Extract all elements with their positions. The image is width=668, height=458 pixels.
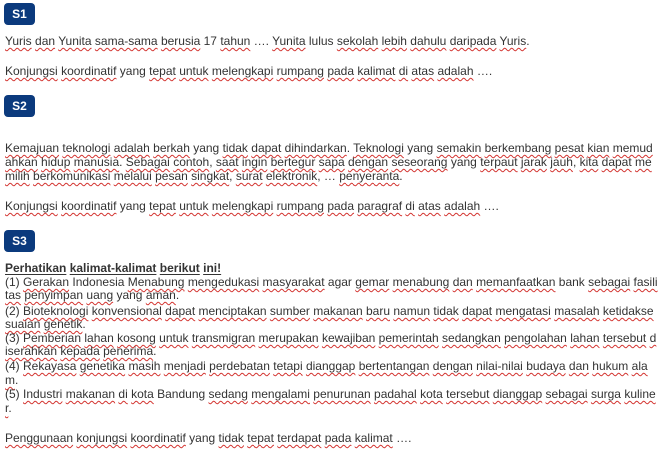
word: mengatasi: [495, 304, 551, 318]
word: mengedukasi: [187, 275, 260, 289]
word: merupakan: [258, 331, 319, 345]
word: paragraf: [357, 199, 403, 213]
word: namun: [393, 304, 431, 318]
word: tepat: [149, 64, 176, 78]
word: r: [5, 401, 9, 415]
s3-statement-line: [5, 276, 665, 288]
word: genetika: [79, 359, 126, 373]
word: tepat: [247, 431, 274, 445]
word: menciptakan: [198, 304, 267, 318]
s2-question: [5, 200, 665, 212]
text-run: .: [82, 317, 86, 331]
text-run: Bandung: [153, 387, 209, 401]
word: melengkapi: [211, 64, 274, 78]
word: masalah: [554, 304, 600, 318]
text-run: Indonesia: [69, 275, 128, 289]
word: melengkapi: [211, 199, 274, 213]
word: kian: [587, 141, 610, 155]
text-run: (3): [5, 331, 23, 345]
s3-statement-line: [5, 345, 665, 357]
word: sumber: [269, 304, 310, 318]
word: d: [649, 331, 657, 345]
word: di: [398, 64, 409, 78]
word: untuk: [179, 199, 209, 213]
word: untuk: [179, 64, 209, 78]
word: dan: [35, 34, 56, 48]
text-run: yang: [116, 199, 150, 213]
word: memud: [612, 141, 653, 155]
text-run: yang: [116, 64, 150, 78]
s3-statement-line: [5, 388, 665, 400]
word: ingin: [241, 155, 268, 169]
word: Yunita: [58, 34, 92, 48]
word: penerima: [103, 344, 154, 358]
word: adalah: [113, 141, 150, 155]
s1-line: [5, 35, 665, 47]
word: dapat: [251, 141, 282, 155]
text-run: yang: [185, 431, 219, 445]
word: berusia: [160, 34, 201, 48]
s2-paragraph-line: [5, 170, 665, 182]
word: dan: [568, 359, 589, 373]
word: uang: [86, 288, 114, 302]
word: makanan: [65, 387, 116, 401]
word: tidak: [433, 304, 459, 318]
word: koordinatif: [61, 64, 117, 78]
s2-paragraph-line: [5, 142, 665, 154]
word: tepat: [149, 199, 176, 213]
word: melalui: [113, 169, 152, 183]
word: Yuris: [5, 34, 32, 48]
text-run: .: [15, 373, 19, 387]
word: pesan: [155, 169, 188, 183]
word: dihindarkan: [284, 141, 347, 155]
text-run: (5): [5, 387, 23, 401]
word: dianggap: [492, 387, 543, 401]
word: nilai-nilai: [476, 359, 523, 373]
word: dapat: [165, 304, 196, 318]
text-run: bank: [555, 275, 589, 289]
word: berkembang: [484, 141, 552, 155]
word: Rekayasa: [23, 359, 77, 373]
text-run: 17: [200, 34, 221, 48]
text-run: .: [119, 155, 126, 169]
word: berkah: [153, 141, 190, 155]
text-run: (1): [5, 275, 23, 289]
text-run: ….: [392, 431, 412, 445]
word: rumpang: [276, 64, 324, 78]
text-run: .: [8, 401, 12, 415]
word: lahan: [570, 331, 600, 345]
word: dengan: [432, 359, 473, 373]
word: pada: [324, 431, 352, 445]
word: surga: [590, 387, 621, 401]
word: koordinatif: [130, 431, 186, 445]
word: sapa: [318, 155, 345, 169]
word: sedangkan: [442, 331, 501, 345]
word: menjadi: [163, 359, 206, 373]
word: m: [5, 373, 15, 387]
word: kalimat: [357, 64, 396, 78]
word: aman: [145, 288, 176, 302]
text-run: (4): [5, 359, 23, 373]
word: surat: [235, 169, 263, 183]
word: transmigran: [191, 331, 256, 345]
word: iserahkan: [5, 344, 58, 358]
word: padahal: [374, 387, 417, 401]
word: Penggunaan: [5, 431, 74, 445]
text-run: .: [175, 288, 180, 302]
s2-paragraph-line: [5, 156, 665, 168]
text-run: ,: [572, 155, 580, 169]
word: tersebut: [602, 331, 647, 345]
word: kita: [579, 155, 599, 169]
word: tidak: [218, 431, 244, 445]
word: tersebut: [446, 387, 490, 401]
word: Industri: [23, 387, 63, 401]
word: suaian: [5, 317, 41, 331]
s3-statement-line: [5, 402, 665, 414]
word: makanan: [313, 304, 363, 318]
word: adalah: [444, 199, 481, 213]
section-badge-s1: S1: [4, 3, 35, 25]
word: kuline: [624, 387, 656, 401]
word: baru: [365, 304, 391, 318]
word: terdapat: [277, 431, 322, 445]
word: Menabung: [127, 275, 185, 289]
word: tahun: [220, 34, 251, 48]
text-run: ,: [209, 155, 216, 169]
word: untuk: [159, 331, 189, 345]
word: jarak: [520, 155, 547, 169]
section-badge-s3: S3: [4, 230, 35, 252]
word: adalah: [437, 64, 474, 78]
word: saat: [215, 155, 239, 169]
word: di: [405, 199, 415, 213]
word: dapat: [462, 304, 493, 318]
word: hidup: [41, 155, 71, 169]
word: elektronik: [265, 169, 318, 183]
word: masyarakat: [262, 275, 325, 289]
word: tetapi: [273, 359, 303, 373]
text-run: lulus: [305, 34, 337, 48]
text-run: ….: [480, 199, 499, 213]
s3-statement-line: [5, 289, 665, 301]
text-run: .: [526, 34, 530, 48]
text-run: .: [346, 141, 354, 155]
word: atas: [411, 64, 435, 78]
word: mengalami: [251, 387, 310, 401]
word: Yuris: [499, 34, 527, 48]
text-run: yang: [447, 155, 481, 169]
text-run: , …: [317, 169, 340, 183]
text-run: yang: [113, 288, 146, 302]
word: di: [118, 387, 128, 401]
word: Konjungsi: [5, 64, 58, 78]
word: memanfaatkan: [476, 275, 556, 289]
text-run: ….: [250, 34, 273, 48]
s1-question: [5, 65, 665, 77]
text-run: ….: [473, 64, 493, 78]
s3-statement-line: [5, 360, 665, 372]
word: penurunan: [313, 387, 371, 401]
word: teknologi: [62, 141, 111, 155]
word: berkomunikasi: [33, 169, 111, 183]
word: sekolah: [336, 34, 379, 48]
text-run: yang: [403, 141, 437, 155]
text-run: (2): [5, 304, 23, 318]
word: rumpang: [276, 199, 324, 213]
word: genetik: [43, 317, 83, 331]
text-run: yang: [189, 141, 223, 155]
word: Bioteknologi: [23, 304, 89, 318]
word: daripada: [449, 34, 497, 48]
word: perdebatan: [209, 359, 270, 373]
word: milih: [5, 169, 30, 183]
word: dan: [452, 275, 473, 289]
word: kepada: [60, 344, 100, 358]
s3-heading: [5, 262, 665, 274]
word: ahkan: [5, 155, 38, 169]
word: atas: [418, 199, 441, 213]
word: budaya: [526, 359, 566, 373]
word: bertentangan: [358, 359, 430, 373]
word: kalimat-kalimat: [69, 261, 157, 275]
word: contoh: [173, 155, 210, 169]
word: Konjungsi: [5, 199, 58, 213]
s3-statement-line: [5, 305, 665, 317]
text-run: ,: [229, 169, 236, 183]
word: sebagai: [545, 387, 588, 401]
word: Teknologi: [353, 141, 404, 155]
word: seseorang: [391, 155, 448, 169]
word: penyimpan: [24, 288, 84, 302]
word: hukum: [592, 359, 629, 373]
word: me: [635, 155, 652, 169]
word: Sebagai: [125, 155, 170, 169]
word: ini!: [203, 261, 222, 275]
word: Yunita: [272, 34, 306, 48]
s3-statement-line: [5, 332, 665, 344]
word: pada: [327, 64, 355, 78]
word: Perhatikan: [5, 261, 67, 275]
word: kota: [420, 387, 443, 401]
word: semakin: [436, 141, 482, 155]
word: pada: [327, 199, 355, 213]
word: sebagai: [588, 275, 631, 289]
word: kota: [131, 387, 154, 401]
word: ketidakse: [602, 304, 654, 318]
word: bertegur: [270, 155, 316, 169]
word: sama-sama: [94, 34, 158, 48]
word: kalimat: [354, 431, 393, 445]
word: dianggap: [305, 359, 356, 373]
word: kewajiban: [321, 331, 376, 345]
word: koordinatif: [61, 199, 117, 213]
word: pesat: [554, 141, 585, 155]
s3-question: [5, 432, 665, 444]
word: berikut: [159, 261, 200, 275]
word: dapat: [601, 155, 632, 169]
word: pengolahan: [504, 331, 567, 345]
word: tidak: [222, 141, 248, 155]
word: menabung: [392, 275, 450, 289]
word: masih: [128, 359, 161, 373]
word: ala: [631, 359, 648, 373]
word: tas: [5, 288, 22, 302]
word: manusia: [73, 155, 120, 169]
s3-statement-line: [5, 318, 665, 330]
word: dahulu: [410, 34, 447, 48]
text-run: .: [399, 169, 403, 183]
word: kosong: [117, 331, 156, 345]
section-badge-s2: S2: [4, 95, 35, 117]
word: terpaut: [480, 155, 518, 169]
word: pemerintah: [378, 331, 439, 345]
word: sedang: [208, 387, 248, 401]
word: Kemajuan: [5, 141, 60, 155]
word: fasili: [633, 275, 658, 289]
text-run: .: [153, 344, 157, 358]
word: singkat: [191, 169, 230, 183]
s3-statement-line: [5, 374, 665, 386]
word: lahan: [84, 331, 114, 345]
word: penyeranta: [339, 169, 400, 183]
word: gemar: [355, 275, 390, 289]
word: lebih: [381, 34, 407, 48]
word: konvensional: [91, 304, 162, 318]
word: dengan: [348, 155, 389, 169]
word: Gerakan: [23, 275, 70, 289]
text-run: agar: [324, 275, 356, 289]
word: Pemberian: [23, 331, 82, 345]
word: jauh: [550, 155, 573, 169]
word: konjungsi: [76, 431, 128, 445]
